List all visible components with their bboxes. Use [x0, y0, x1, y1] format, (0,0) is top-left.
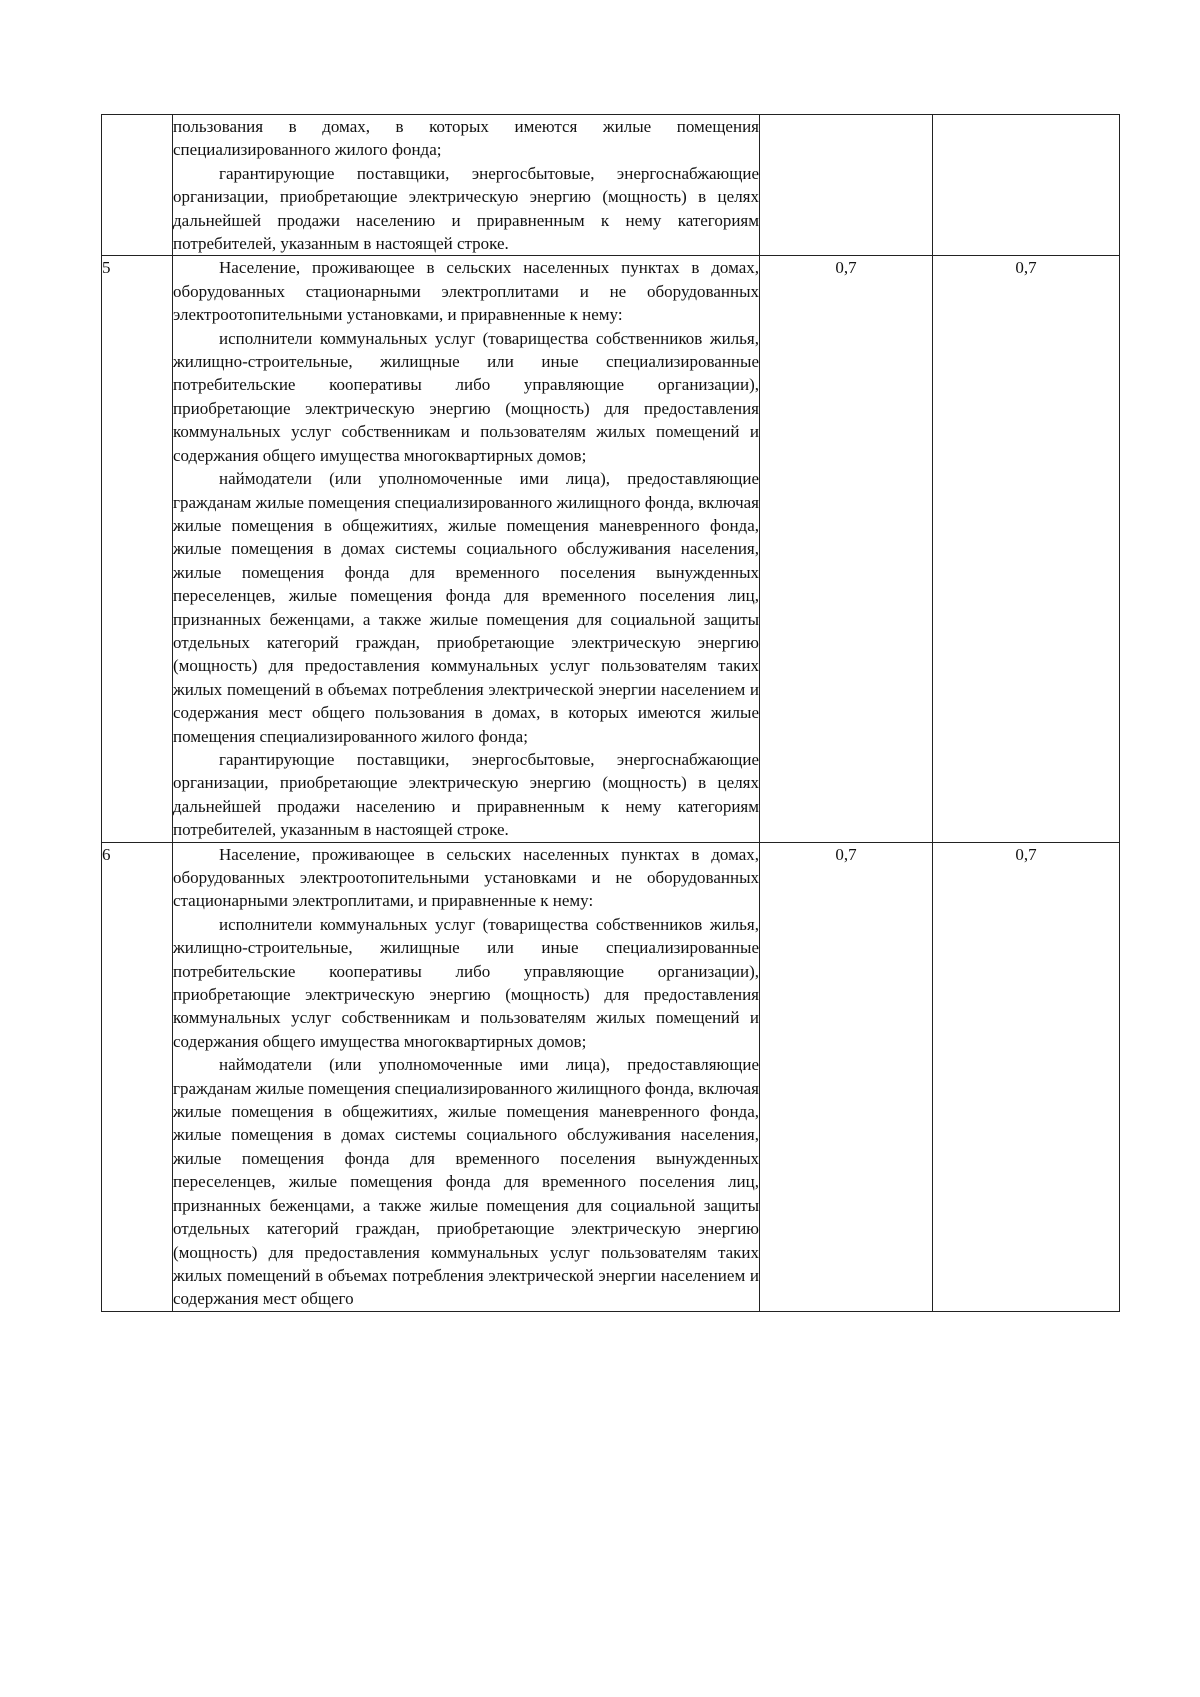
paragraph: Население, проживающее в сельских населенных пунктах в домах, оборудованных электроотопительными установками и не оборудованных стационарными электроплитами, и приравненные к нему: [173, 844, 759, 911]
description-cell [173, 256, 760, 842]
tariff-table [101, 114, 1120, 1312]
paragraph: Население, проживающее в сельских населенных пунктах в домах, оборудованных стационарными электроплитами и не оборудованных электроотопительными установками, и приравненные к нему: [173, 258, 759, 325]
value-cell-2: 0,7 [933, 256, 1120, 842]
table-row [102, 115, 1120, 256]
paragraph: пользования в домах, в которых имеются жилые помещения специализированного жилого фонда; [173, 117, 759, 160]
value-cell-2: 0,7 [933, 842, 1120, 1311]
paragraph: гарантирующие поставщики, энергосбытовые, энергоснабжающие организации, приобретающие электрическую энергию (мощность) в целях дальнейшей продажи населению и приравненным к нему категориям потребителей, указанным в настоящей строке. [173, 749, 759, 840]
table-row [102, 842, 1120, 1311]
paragraph: наймодатели (или уполномоченные ими лица), предоставляющие гражданам жилые помещения специализированного жилищного фонда, включая жилые помещения в общежитиях, жилые помещения маневренного фонда, жилые помещения в домах системы социального обслуживания населения, жилые помещения фонда для временного поселения вынужденных переселенцев, жилые помещения фонда для временного поселения лиц, признанных беженцами, а также жилые помещения для социальной защиты отдельных категорий граждан, приобретающие электрическую энергию (мощность) для предоставления коммунальных услуг пользователям таких жилых помещений в объемах потребления электрической энергии населением и содержания мест общего [173, 1055, 759, 1309]
paragraph: исполнители коммунальных услуг (товарищества собственников жилья, жилищно-строительные, жилищные или иные специализированные потребительские кооперативы либо управляющие организации), приобретающие электрическую энергию (мощность) для предоставления коммунальных услуг собственникам и пользователям жилых помещений и содержания общего имущества многоквартирных домов; [173, 328, 759, 465]
paragraph: исполнители коммунальных услуг (товарищества собственников жилья, жилищно-строительные, жилищные или иные специализированные потребительские кооперативы либо управляющие организации), приобретающие электрическую энергию (мощность) для предоставления коммунальных услуг собственникам и пользователям жилых помещений и содержания общего имущества многоквартирных домов; [173, 914, 759, 1051]
row-number-cell: 6 [102, 842, 173, 1311]
table-row [102, 256, 1120, 842]
value-cell-1 [760, 115, 933, 256]
row-number-cell: 5 [102, 256, 173, 842]
value-cell-1: 0,7 [760, 256, 933, 842]
value-cell-2 [933, 115, 1120, 256]
description-cell [173, 115, 760, 256]
paragraph: наймодатели (или уполномоченные ими лица), предоставляющие гражданам жилые помещения специализированного жилищного фонда, включая жилые помещения в общежитиях, жилые помещения маневренного фонда, жилые помещения в домах системы социального обслуживания населения, жилые помещения фонда для временного поселения вынужденных переселенцев, жилые помещения фонда для временного поселения лиц, признанных беженцами, а также жилые помещения для социальной защиты отдельных категорий граждан, приобретающие электрическую энергию (мощность) для предоставления коммунальных услуг пользователям таких жилых помещений в объемах потребления электрической энергии населением и содержания мест общего пользования в домах, в которых имеются жилые помещения специализированного жилого фонда; [173, 469, 759, 746]
row-number-cell [102, 115, 173, 256]
value-cell-1: 0,7 [760, 842, 933, 1311]
description-cell [173, 842, 760, 1311]
paragraph: гарантирующие поставщики, энергосбытовые, энергоснабжающие организации, приобретающие электрическую энергию (мощность) в целях дальнейшей продажи населению и приравненным к нему категориям потребителей, указанным в настоящей строке. [173, 163, 759, 254]
